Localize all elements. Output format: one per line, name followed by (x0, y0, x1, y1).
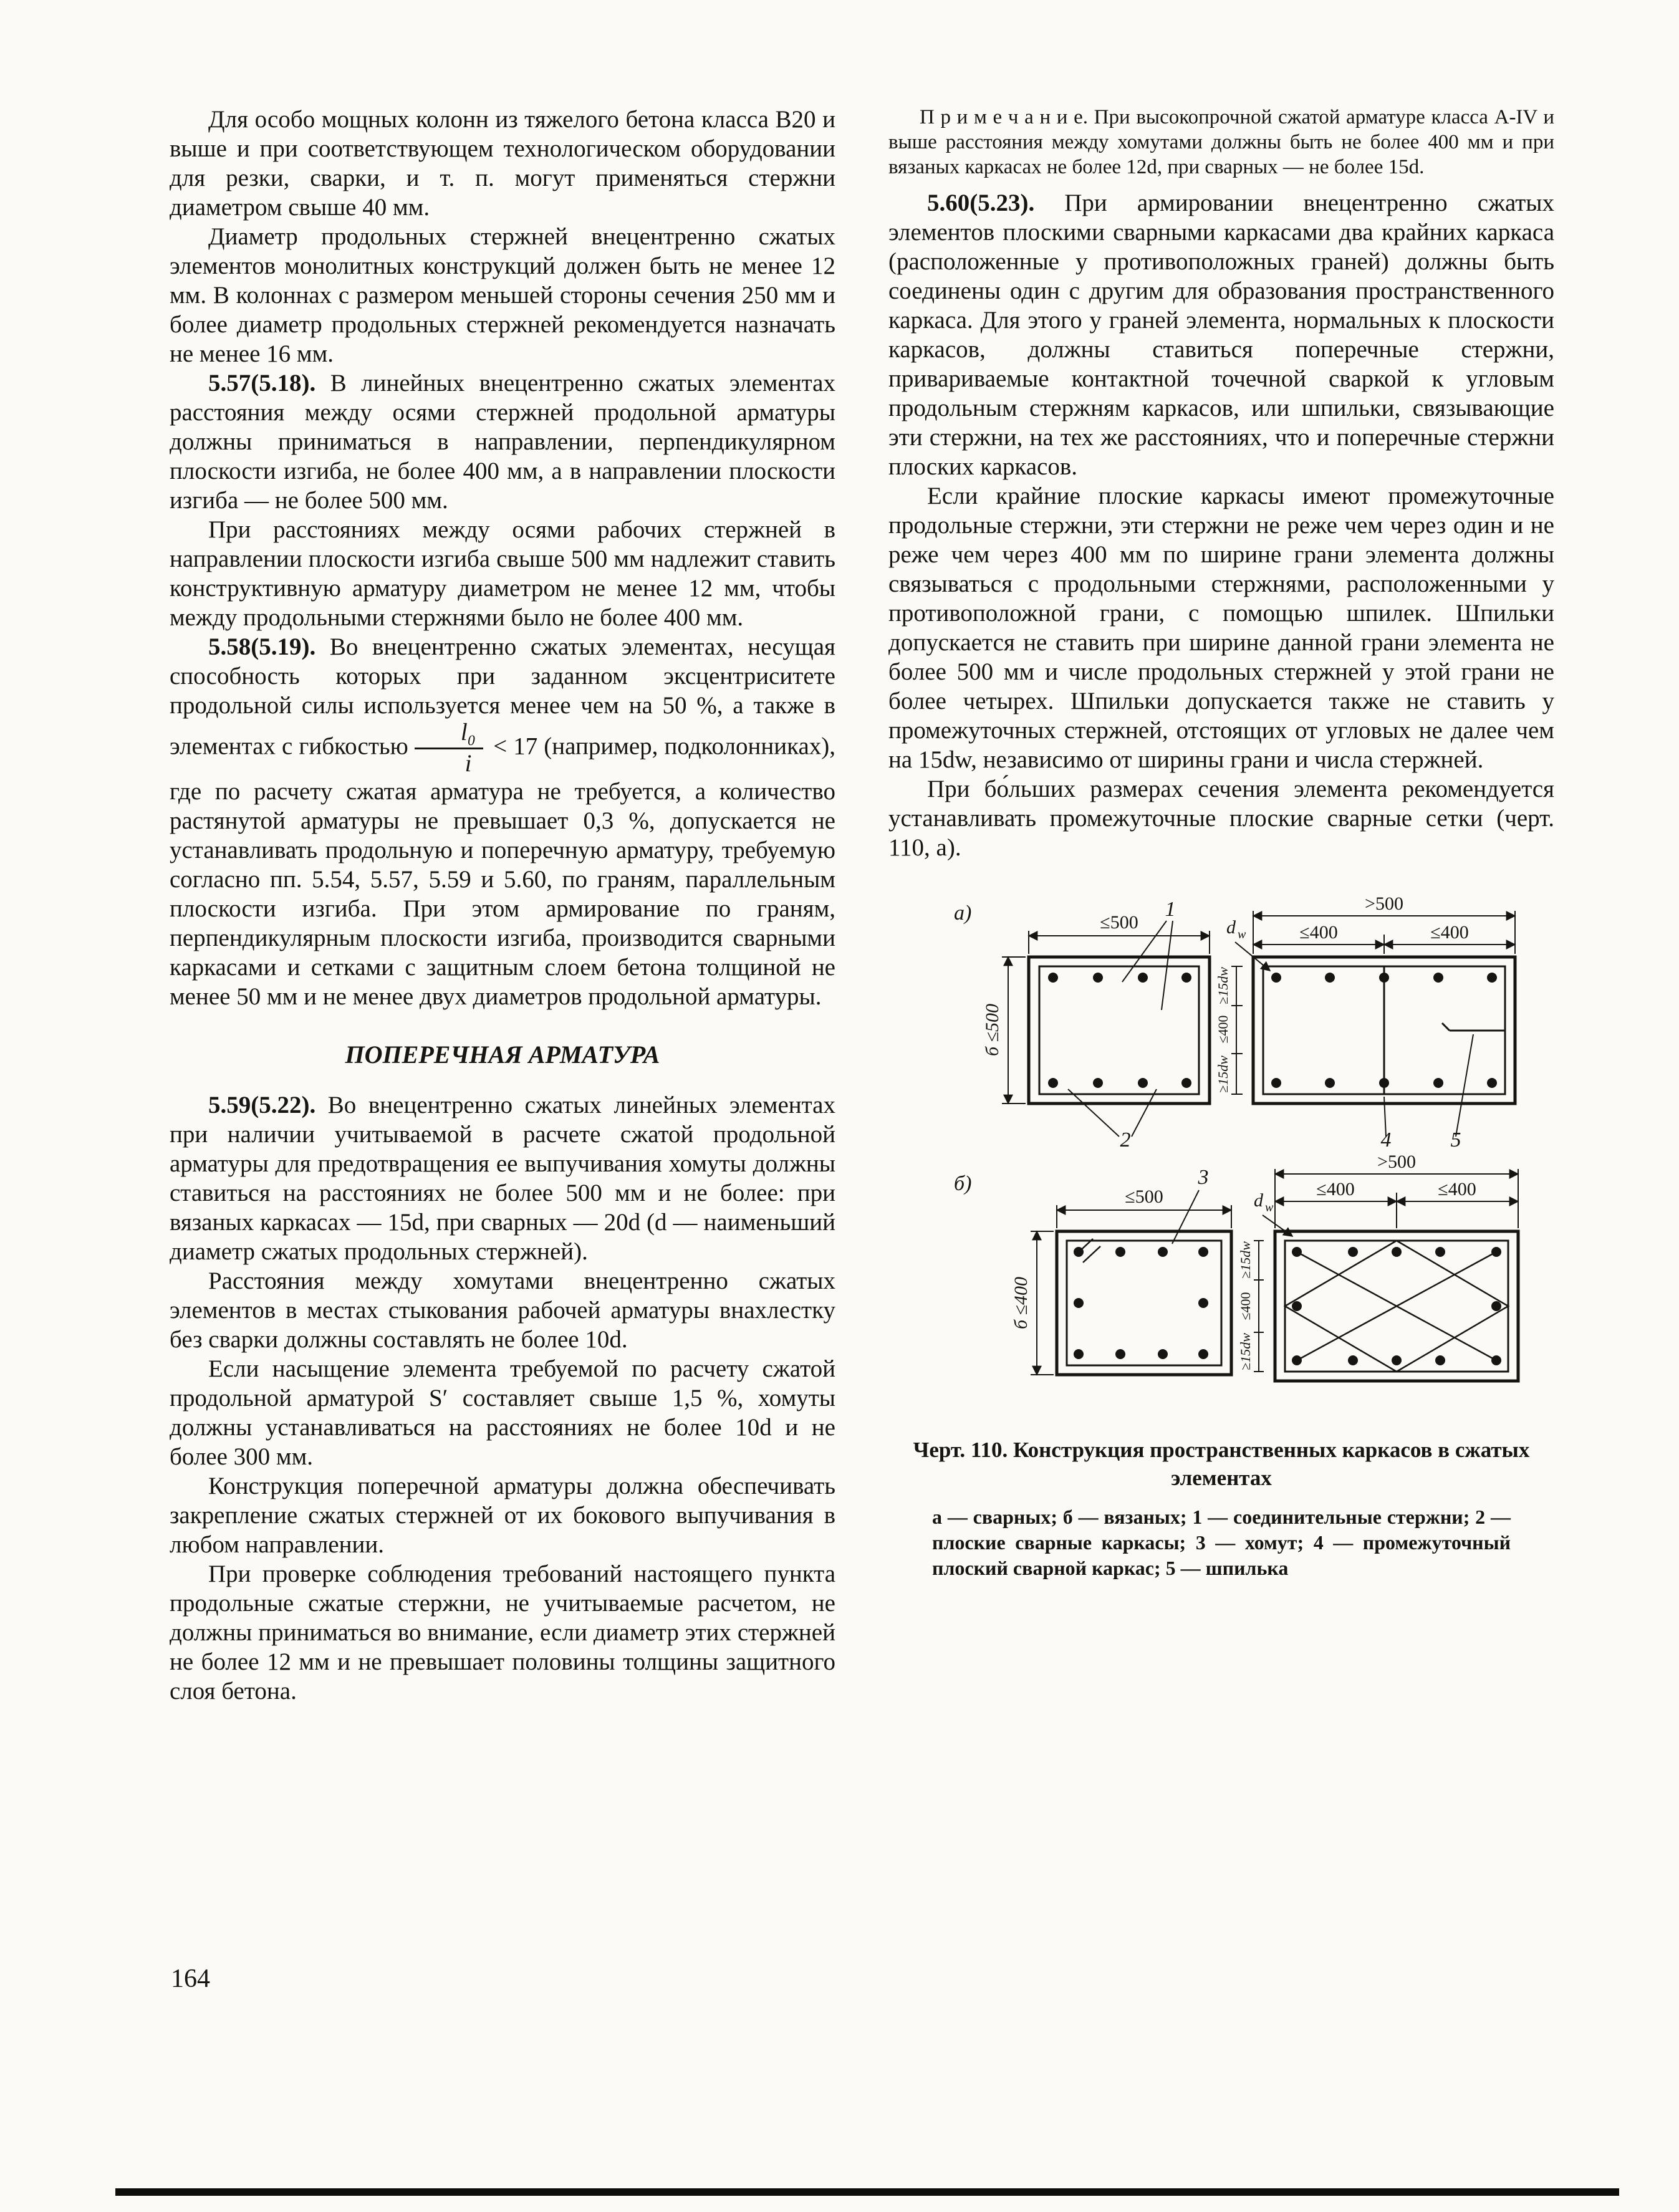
dim-chain-15dw-bottom: ≥15dw (1238, 1333, 1253, 1370)
figure-part-a-label: а) (954, 902, 972, 925)
dw-leader (1263, 1215, 1292, 1236)
para-saturation: Если насыщение элемента требуемой по расчету сжатой продольной арматурой S′ составляет свыше 1,5 %, хомуты должны устанавливаться на расстояниях не более 10d и не более 300 мм. (170, 1355, 835, 1470)
dim-a-right-sub-left: ≤400 (1299, 922, 1338, 943)
para-intermediate-bars: Если крайние плоские каркасы имеют промежуточные продольные стержни, эти стержни не реже чем через один и не реже чем через 400 мм по ширине грани элемента должны связываться с продольными стержнями, расположенными у противоположной грани, с помощью шпилек. Шпильки допускается не ставить при ширине данной грани элемента не более 500 мм и числе продольных стержней у этой грани не более четырех. Шпильки допускается также не ставить у промежуточных стержней, отстоящих от угловых не далее чем на 15dw, независимо от ширины грани и числа стержней. (888, 483, 1554, 773)
callout-2: 2 (1120, 1128, 1131, 1152)
clause-text-5-59: Во внецентренно сжатых линейных элементах при наличии учитываемой в расчете сжатой продольной арматуры для предотвращения ее выпучивания хомуты должны ставиться на расстояниях не более 500 мм и не более: при вязаных каркасах — 15d, при сварных — 20d (d — наименьший диаметр сжатых продольных стержней). (170, 1091, 835, 1265)
callout-5-leader (1456, 1034, 1473, 1137)
clause-text-5-58-continued: < 17 (например, подколонниках), где по расчету сжатая арматура не требуется, а количество растянутой арматуры не превышает 0,3 %, допускается не устанавливать продольную и поперечную арматуру, требуемую согласно пп. 5.54, 5.57, 5.59 и 5.60, по граням, параллельным плоскости изгиба. При этом армирование по граням, перпендикулярным плоскости изгиба, производится сварными каркасами и сетками с защитным слоем бетона толщиной не менее 50 мм и не менее двух диаметров продольной арматуры. (170, 733, 835, 1010)
dim-chain-400: ≤400 (1215, 1015, 1231, 1044)
note-paragraph (888, 105, 1554, 180)
page-number: 164 (171, 1964, 210, 1993)
slenderness-fraction (415, 720, 483, 777)
diagram-b-small-section (1011, 1166, 1231, 1375)
figure-caption-title: Черт. 110. Конструкция пространственных каркасов в сжатых элементах (913, 1438, 1530, 1490)
extension-lines (1253, 911, 1515, 954)
dim-b-left-side: б ≤400 (1011, 1276, 1031, 1330)
scan-edge-line (115, 2188, 1619, 2196)
para-5-58 (170, 632, 835, 1011)
dim-a-right-top: >500 (1365, 895, 1403, 914)
diagram-b-wide-section (1238, 1152, 1518, 1381)
note-label: П р и м е ч а н и е. (920, 106, 1089, 128)
callout-3-leader (1172, 1190, 1199, 1244)
callout-3: 3 (1198, 1166, 1209, 1189)
figure-part-b-label: б) (954, 1172, 972, 1195)
extension-lines (1057, 1205, 1231, 1228)
extension-lines (1002, 957, 1026, 1104)
clause-number-5-58: 5.58(5.19). (208, 633, 316, 660)
callout-5: 5 (1450, 1128, 1461, 1152)
dw-label-w: w (1265, 1201, 1274, 1214)
right-column (888, 105, 1554, 1581)
clause-text-5-57: В линейных внецентренно сжатых элементах расстояния между осями стержней продольной арматуры должны приниматься в направлении, перпендикулярном плоскости изгиба, не более 400 мм, а в направлении плоскости изгиба — не более 500 мм. (170, 370, 835, 514)
fraction-numerator: l₀ (415, 720, 483, 749)
para-diameter-monolithic: Диаметр продольных стержней внецентренно сжатых элементов монолитных конструкций должен быть не менее 12 мм. В колоннах с размером меньшей стороны сечения 250 мм и более диаметр продольных стержней рекомендуется назначать не менее 16 мм. (170, 223, 835, 367)
note-text: При высокопрочной сжатой арматуре класса А-IV и выше расстояния между хомутами должны быть не более 400 мм и при вязаных каркасах не более 12d, при сварных — не более 15d. (888, 106, 1554, 178)
diagram-a-wide-section (1215, 895, 1515, 1152)
dim-chain-15dw-bottom: ≥15dw (1215, 1056, 1231, 1093)
para-lap-splices: Расстояния между хомутами внецентренно сжатых элементов в местах стыкования рабочей арматуры внахлестку без сварки должны составлять не более 10d. (170, 1267, 835, 1353)
extension-lines (1029, 931, 1210, 954)
diagram-a-small-section (982, 898, 1210, 1152)
dim-b-right-sub-left: ≤400 (1316, 1179, 1355, 1200)
fraction-denominator: i (464, 749, 472, 777)
figure-110 (888, 895, 1554, 1581)
extension-lines (1031, 1231, 1054, 1375)
dw-label-d: d (1254, 1190, 1263, 1211)
rebar-dots (1048, 973, 1191, 1088)
clause-text-5-60: При армировании внецентренно сжатых элементов плоскими сварными каркасами два крайних каркаса (расположенные у противоположных граней) должны быть соединены один с другим для образования пространственного каркаса. Для этого у граней элемента, нормальных к плоскости каркасов, должны ставиться поперечные стержни, привариваемые контактной точечной сваркой к угловым продольным стержням каркасов, или шпильки, связывающие эти стержни, на тех же расстояниях, что и поперечные стержни плоских каркасов. (888, 190, 1554, 480)
callout-4: 4 (1380, 1128, 1392, 1152)
clause-number-5-57: 5.57(5.18). (208, 370, 316, 397)
callout-2-leaders (1068, 1089, 1157, 1137)
stirrup-outline (1039, 966, 1199, 1094)
section-heading-transverse-reinforcement: ПОПЕРЕЧНАЯ АРМАТУРА (345, 1040, 660, 1069)
figure-caption-legend: а — сварных; б — вязаных; 1 — соединительные стержни; 2 — плоские сварные каркасы; 3 — хомут; 4 — промежуточный плоский сварной каркас; 5 — шпилька (932, 1506, 1511, 1579)
dim-chain-15dw-top: ≥15dw (1215, 967, 1231, 1004)
dim-a-right-sub-right: ≤400 (1430, 922, 1469, 943)
left-column (170, 105, 835, 1706)
dim-chain-400: ≤400 (1238, 1292, 1253, 1320)
para-transverse-structure: Конструкция поперечной арматуры должна обеспечивать закрепление сжатых стержней от их бокового выпучивания в любом направлении. (170, 1472, 835, 1558)
clause-text-5-58: Во внецентренно сжатых элементах, несущая способность которых при заданном эксцентриситете продольной силы используется менее чем на 50 %, а также в элементах с гибкостью (170, 633, 835, 760)
side-dimension-chain (1254, 1241, 1264, 1372)
dim-b-right-top: >500 (1377, 1152, 1416, 1172)
dim-a-left-side: б ≤500 (982, 1003, 1003, 1057)
side-dimension-chain (1231, 966, 1243, 1094)
para-5-59 (170, 1090, 835, 1266)
para-large-columns: Для особо мощных колонн из тяжелого бетона класса В20 и выше и при соответствующем технологическом оборудовании для резки, сварки, и т. п. могут применяться стержни диаметром свыше 40 мм. (170, 106, 835, 221)
extension-lines (1275, 1169, 1518, 1228)
para-spacing-over-500: При расстояниях между осями рабочих стержней в направлении плоскости изгиба свыше 500 мм надлежит ставить конструктивную арматуру диаметром не менее 12 мм, чтобы между продольными стержнями было не более 400 мм. (170, 516, 835, 631)
clause-number-5-60: 5.60(5.23). (927, 190, 1035, 216)
figure-drawing (888, 895, 1549, 1400)
para-check-requirements: При проверке соблюдения требований настоящего пункта продольные сжатые стержни, не учитываемые расчетом, не должны приниматься во внимание, если диаметр этих стержней не более 12 мм и не превышает половины толщины защитного слоя бетона. (170, 1560, 835, 1705)
dim-b-right-sub-right: ≤400 (1438, 1179, 1476, 1200)
callout-1: 1 (1165, 898, 1176, 921)
para-5-57 (170, 368, 835, 515)
tie-outline (1067, 1241, 1221, 1365)
pin-shpilka (1442, 1023, 1505, 1031)
dw-label-w: w (1238, 928, 1246, 941)
para-larger-sections: При бо́льших размерах сечения элемента рекомендуется устанавливать промежуточные плоские сварные сетки (черт. 110, а). (888, 776, 1554, 861)
dw-label-d: d (1226, 917, 1236, 938)
dim-chain-15dw-top: ≥15dw (1238, 1241, 1253, 1279)
diagonal-ties (1285, 1241, 1508, 1372)
rebar-dots (1074, 1247, 1208, 1359)
dim-b-left-top: ≤500 (1125, 1186, 1163, 1207)
dim-a-left-top: ≤500 (1100, 912, 1138, 933)
para-5-60 (888, 188, 1554, 481)
clause-number-5-59: 5.59(5.22). (208, 1091, 316, 1118)
